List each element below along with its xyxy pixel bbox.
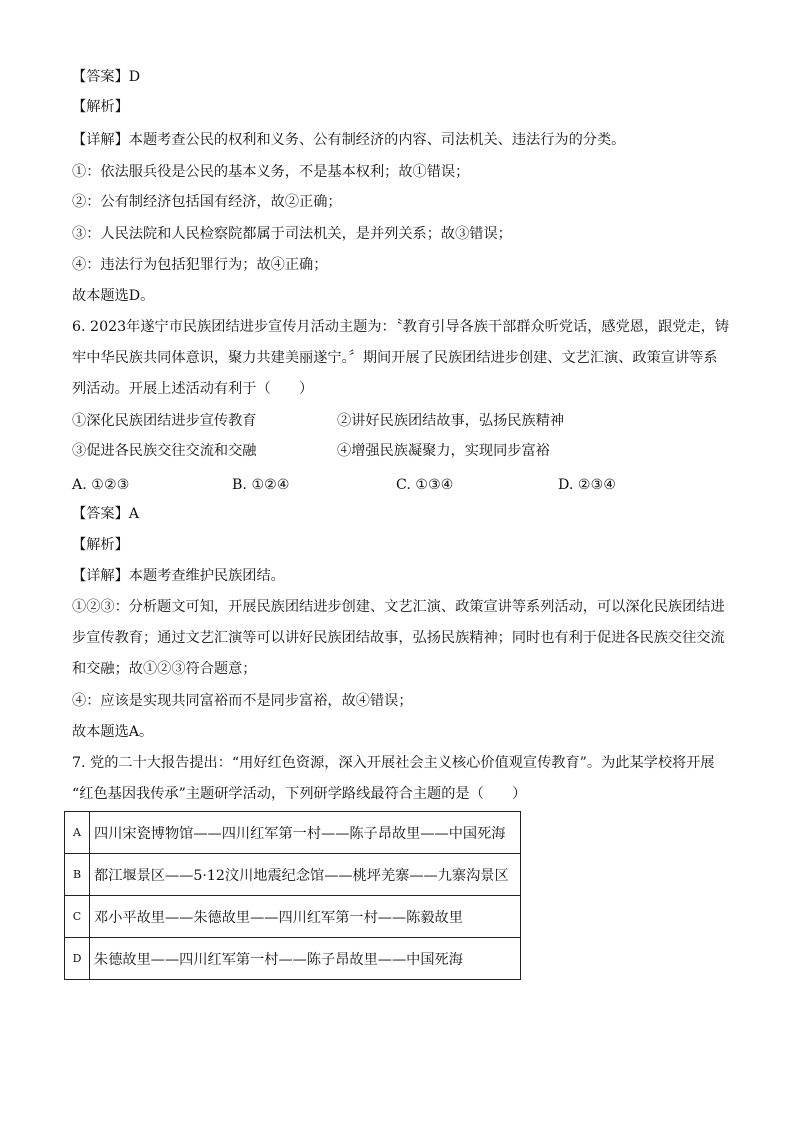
q6-statement-1: ①深化民族团结进步宣传教育 bbox=[72, 413, 257, 429]
q6-explanation-line-3: 和交融；故①②③符合题意； bbox=[72, 661, 257, 677]
q7-option-row-b bbox=[65, 854, 521, 896]
q7-option-b-letter: B bbox=[65, 854, 90, 896]
q5-item-2: ②：公有制经济包括国有经济，故②正确； bbox=[72, 194, 342, 210]
q7-option-row-c bbox=[65, 896, 521, 938]
q7-option-row-a bbox=[65, 812, 521, 854]
q6-answer: 【答案】A bbox=[72, 506, 139, 522]
q6-statement-4: ④增强民族凝聚力，实现同步富裕 bbox=[337, 443, 550, 459]
q6-conclusion: 故本题选A。 bbox=[72, 724, 154, 740]
q6-stem-line-2: 牢中华民族共同体意识，聚力共建美丽遂宁。〞期间开展了民族团结进步创建、文艺汇演、政策宣讲等系 bbox=[72, 350, 718, 366]
q5-analysis-heading: 【解析】 bbox=[72, 99, 129, 115]
q7-options-table bbox=[64, 811, 521, 980]
q6-explanation-line-1: ①②③：分析题文可知，开展民族团结进步创建、文艺汇演、政策宣讲等系列活动，可以深化民族团结进 bbox=[72, 599, 725, 615]
q5-item-3: ③：人民法院和人民检察院都属于司法机关，是并列关系；故③错误； bbox=[72, 226, 512, 242]
q5-conclusion: 故本题选D。 bbox=[72, 288, 155, 304]
q7-option-b-route: 都江堰景区——5·12汶川地震纪念馆——桃坪羌寨——九寨沟景区 bbox=[90, 854, 521, 896]
q5-item-4: ④：违法行为包括犯罪行为；故④正确； bbox=[72, 257, 328, 273]
q6-choice-a: A. ①②③ bbox=[72, 477, 130, 493]
q7-option-d-route: 朱德故里——四川红军第一村——陈子昂故里——中国死海 bbox=[90, 938, 521, 980]
q6-statement-2: ②讲好民族团结故事，弘扬民族精神 bbox=[337, 413, 565, 429]
q5-item-1: ①：依法服兵役是公民的基本义务，不是基本权利；故①错误； bbox=[72, 164, 470, 180]
q5-answer: 【答案】D bbox=[72, 69, 141, 85]
q6-detail: 【详解】本题考查维护民族团结。 bbox=[72, 568, 285, 584]
q7-option-d-letter: D bbox=[65, 938, 90, 980]
q6-explanation-line-4: ④：应该是实现共同富裕而不是同步富裕，故④错误； bbox=[72, 693, 413, 709]
q7-option-a-letter: A bbox=[65, 812, 90, 854]
q6-choice-c: C. ①③④ bbox=[396, 477, 454, 493]
q7-stem-line-1: 7. 党的二十大报告提出：“用好红色资源，深入开展社会主义核心价值观宣传教育”。为此某学校将开展 bbox=[72, 755, 715, 771]
q7-option-a-route: 四川宋瓷博物馆——四川红军第一村——陈子昂故里——中国死海 bbox=[90, 812, 521, 854]
q6-statement-3: ③促进各民族交往交流和交融 bbox=[72, 443, 257, 459]
q6-choice-b: B. ①②④ bbox=[232, 477, 290, 493]
q7-option-c-route: 邓小平故里——朱德故里——四川红军第一村——陈毅故里 bbox=[90, 896, 521, 938]
q6-choice-d: D. ②③④ bbox=[558, 477, 617, 493]
q6-stem-line-3: 列活动。开展上述活动有利于（ ） bbox=[72, 381, 314, 397]
q5-detail: 【详解】本题考查公民的权利和义务、公有制经济的内容、司法机关、违法行为的分类。 bbox=[72, 132, 626, 148]
q6-analysis-heading: 【解析】 bbox=[72, 537, 129, 553]
q7-option-row-d bbox=[65, 938, 521, 980]
q6-explanation-line-2: 步宣传教育；通过文艺汇演等可以讲好民族团结故事，弘扬民族精神；同时也有利于促进各民族交往交流 bbox=[72, 630, 725, 646]
q6-stem-line-1: 6. 2023年遂宁市民族团结进步宣传月活动主题为：〝教育引导各族干部群众听党话，感党恩，跟党走，铸 bbox=[72, 319, 730, 335]
q7-stem-line-2: “红色基因我传承”主题研学活动，下列研学路线最符合主题的是（ ） bbox=[72, 786, 527, 802]
q7-option-c-letter: C bbox=[65, 896, 90, 938]
